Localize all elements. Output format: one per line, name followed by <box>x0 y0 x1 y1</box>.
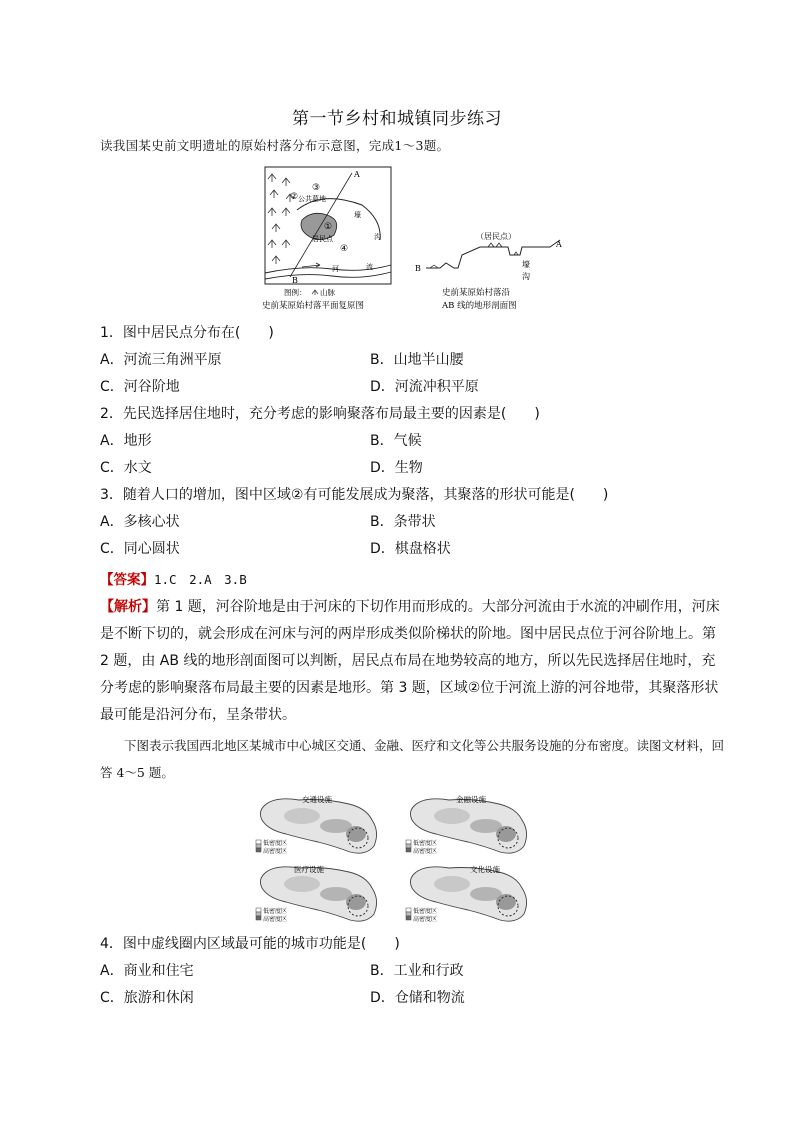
legend-mountain-icon <box>312 290 318 295</box>
terrain-cross-section <box>410 225 570 315</box>
label-cross-b: B <box>415 264 421 273</box>
legend-label: 图例： <box>284 288 307 297</box>
question-1-option-a[interactable]: A．河流三角洲平原 <box>100 352 222 368</box>
question-3-option-a[interactable]: A．多核心状 <box>100 514 180 530</box>
map-finance-high: 高密度区 <box>413 848 438 855</box>
map-culture <box>406 864 527 923</box>
map-medical-title: 医疗设施 <box>294 865 324 874</box>
label-cross-a: A <box>556 240 562 249</box>
question-2-stem: 2．先民选择居住地时，充分考虑的影响聚落布局最主要的因素是( ) <box>100 406 540 422</box>
question-4-option-a[interactable]: A．商业和住宅 <box>100 963 194 979</box>
question-3-option-d[interactable]: D．棋盘格状 <box>370 541 451 557</box>
question-2-option-c[interactable]: C．水文 <box>100 460 152 476</box>
figure-2-caption-1: 史前某原始村落沿 <box>442 288 511 298</box>
intro-text-2: 下图表示我国西北地区某城市中心城区交通、金融、医疗和文化等公共服务设施的分布密度。读图文材料，回答 4～5 题。 <box>100 738 725 780</box>
label-b: B <box>292 276 298 285</box>
map-transport-title: 交通设施 <box>302 795 332 804</box>
map-culture-low: 低密度区 <box>413 908 438 915</box>
label-area-3: ③ <box>312 183 321 193</box>
label-area-1: ① <box>324 222 333 232</box>
village-plan-map <box>262 165 394 315</box>
label-area-2: ② <box>290 192 299 202</box>
map-finance-title: 金融设施 <box>456 795 486 804</box>
label-area-4: ④ <box>340 244 349 254</box>
question-2-option-d[interactable]: D．生物 <box>370 460 423 476</box>
analysis-tag: 【解析】 <box>100 599 156 615</box>
label-cross-moat-2: 沟 <box>522 272 530 281</box>
question-4-option-c[interactable]: C．旅游和休闲 <box>100 990 194 1006</box>
map-transport <box>256 794 377 855</box>
label-a: A <box>354 170 360 179</box>
question-3-stem: 3．随着人口的增加，图中区域②有可能发展成为聚落，其聚落的形状可能是( ) <box>100 487 609 503</box>
answer-line <box>100 568 247 588</box>
label-cemetery: 公共墓地 <box>298 195 326 203</box>
question-2-option-b[interactable]: B．气候 <box>370 433 422 449</box>
map-medical-high: 高密度区 <box>263 916 288 923</box>
map-finance-low: 低密度区 <box>413 840 438 847</box>
question-1-stem: 1．图中居民点分布在( ) <box>100 325 274 341</box>
question-3-option-c[interactable]: C．同心圆状 <box>100 541 180 557</box>
facility-density-maps <box>244 790 554 930</box>
page-title: 第一节乡村和城镇同步练习 <box>292 109 502 129</box>
map-medical-low: 低密度区 <box>263 908 288 915</box>
label-cross-moat-1: 壕 <box>522 260 530 269</box>
map-culture-high: 高密度区 <box>413 916 438 923</box>
map-finance <box>406 794 527 855</box>
label-cross-residence: （居民点） <box>476 232 516 241</box>
map-transport-high: 高密度区 <box>263 848 288 855</box>
map-transport-low: 低密度区 <box>263 840 288 847</box>
question-1-option-c[interactable]: C．河谷阶地 <box>100 379 180 395</box>
question-2-option-a[interactable]: A．地形 <box>100 433 152 449</box>
question-1-option-d[interactable]: D．河流冲积平原 <box>370 379 479 395</box>
intro-text-1: 读我国某史前文明遗址的原始村落分布示意图，完成1～3题。 <box>100 138 450 153</box>
question-4-stem: 4．图中虚线圈内区域最可能的城市功能是( ) <box>100 936 400 952</box>
question-1-option-b[interactable]: B．山地半山腰 <box>370 352 464 368</box>
label-residence: 居民点 <box>312 235 333 243</box>
question-3-option-b[interactable]: B．条带状 <box>370 514 436 530</box>
mountain-symbols <box>268 174 294 264</box>
analysis-block <box>100 594 720 729</box>
map-culture-title: 文化设施 <box>470 865 500 874</box>
legend-mountain-label: 山脉 <box>320 288 335 297</box>
figure-2-caption-2: AB 线的地形剖面图 <box>442 301 517 311</box>
label-river-1: 河 <box>332 265 339 273</box>
figure-1-caption: 史前某原始村落平面复原图 <box>262 301 365 311</box>
label-moat-2: 沟 <box>374 233 381 241</box>
label-moat-1: 壕 <box>354 211 361 219</box>
question-4-option-b[interactable]: B．工业和行政 <box>370 963 464 979</box>
question-4-option-d[interactable]: D．仓储和物流 <box>370 990 465 1006</box>
analysis-text: 第 1 题，河谷阶地是由于河床的下切作用而形成的。大部分河流由于水流的冲刷作用，河床是不断下切的，就会形成在河床与河的两岸形成类似阶梯状的阶地。图中居民点位于河谷阶地上。第 2 题，由 AB 线的地形剖面图可以判断，居民点布局在地势较高的地方，所以先民选择居住地时，充分考虑的影响聚落布局最主要的因素是地形。第 3 题，区域②位于河流上游的河谷地带，其聚落形状最可能是沿河分布，呈条带状。 <box>100 599 720 723</box>
answer-value: 1.C 2.A 3.B <box>154 572 247 587</box>
label-river-2: 流 <box>366 263 373 271</box>
map-medical <box>256 864 377 923</box>
answer-tag: 【答案】 <box>100 572 154 588</box>
